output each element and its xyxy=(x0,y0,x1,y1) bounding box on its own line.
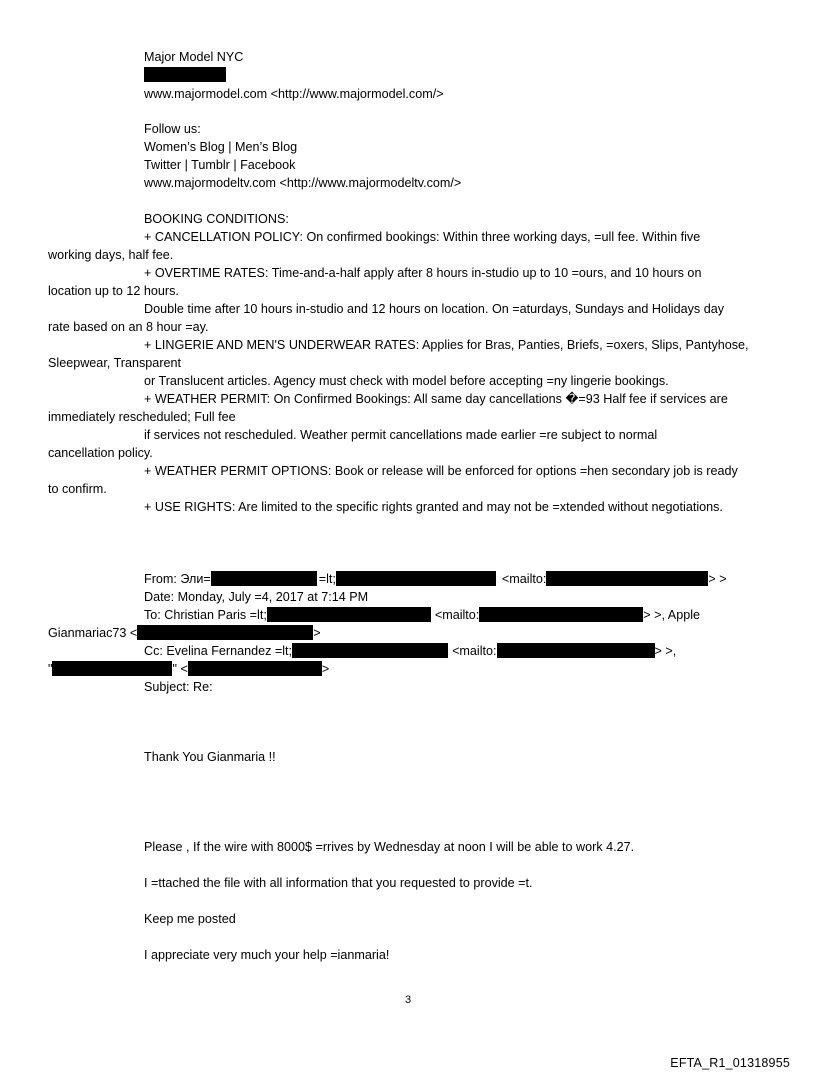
cancellation-policy-line: + CANCELLATION POLICY: On confirmed bookings: Within three working days, =ull fee. Within five xyxy=(144,230,701,244)
body-thanks: Thank You Gianmaria !! xyxy=(144,750,276,764)
to-label: To: Christian Paris =lt; xyxy=(144,608,267,622)
from-mailto: <mailto: xyxy=(501,572,547,586)
cc-line xyxy=(48,642,816,660)
from-lt: =lt; xyxy=(318,572,336,586)
redaction-bar xyxy=(267,607,431,622)
body-wire: Please , If the wire with 8000$ =rrives by Wednesday at noon I will be able to work 4.27. xyxy=(144,840,635,854)
from-close: > > xyxy=(708,572,727,586)
cancellation-policy-cont: working days, half fee. xyxy=(48,248,174,262)
cc-cont-gt: > xyxy=(321,662,330,676)
weather-permit-cont: immediately rescheduled; Full fee xyxy=(48,410,236,424)
tv-website: www.majormodeltv.com <http://www.majormodeltv.com/> xyxy=(144,176,462,190)
cc-line-cont xyxy=(48,660,788,678)
overtime-rates-line: + OVERTIME RATES: Time-and-a-half apply after 8 hours in-studio up to 10 =ours, and 10 hours on xyxy=(144,266,702,280)
to-mailto: <mailto: xyxy=(434,608,480,622)
page-number: 3 xyxy=(404,994,412,1006)
blog-links: Women’s Blog | Men’s Blog xyxy=(144,140,298,154)
redaction-bar xyxy=(479,607,643,622)
redacted-line xyxy=(48,66,816,84)
weather-permit-line: + WEATHER PERMIT: On Confirmed Bookings: All same day cancellations �=93 Half fee if services are xyxy=(144,392,728,406)
from-line xyxy=(48,570,816,588)
redaction-bar xyxy=(52,661,172,676)
subject-line: Subject: Re: xyxy=(144,680,213,694)
booking-heading: BOOKING CONDITIONS: xyxy=(144,212,289,226)
lingerie-rates-line-2: or Translucent articles. Agency must check with model before accepting =ny lingerie bookings. xyxy=(144,374,669,388)
redaction-bar xyxy=(144,67,226,82)
to-line-cont xyxy=(48,624,788,642)
to-tail: > >, Apple xyxy=(643,608,701,622)
social-links: Twitter | Tumblr | Facebook xyxy=(144,158,296,172)
cc-cont-mid: " < xyxy=(172,662,188,676)
weather-permit-cont-2: cancellation policy. xyxy=(48,446,153,460)
weather-options-cont: to confirm. xyxy=(48,482,107,496)
overtime-double-cont: rate based on an 8 hour =ay. xyxy=(48,320,209,334)
redaction-bar xyxy=(497,643,655,658)
redaction-bar xyxy=(546,571,708,586)
from-label: From: Эли= xyxy=(144,572,211,586)
body-posted: Keep me posted xyxy=(144,912,236,926)
overtime-rates-cont: location up to 12 hours. xyxy=(48,284,179,298)
cc-mailto: <mailto: xyxy=(452,644,497,658)
redaction-bar xyxy=(336,571,496,586)
lingerie-rates-line: + LINGERIE AND MEN'S UNDERWEAR RATES: Applies for Bras, Panties, Briefs, =oxers, Slips, Pantyhose, xyxy=(144,338,749,352)
redaction-bar xyxy=(292,643,448,658)
company-website: www.majormodel.com <http://www.majormodel.com/> xyxy=(144,87,444,101)
to-line xyxy=(48,606,816,624)
cc-tail: > >, xyxy=(654,644,677,658)
to-cont-label: Gianmariac73 < xyxy=(48,626,138,640)
redaction-bar xyxy=(137,625,313,640)
lingerie-rates-cont: Sleepwear, Transparent xyxy=(48,356,182,370)
body-appreciate: I appreciate very much your help =ianmaria! xyxy=(144,948,390,962)
to-cont-gt: > xyxy=(313,626,321,640)
overtime-double-line: Double time after 10 hours in-studio and 12 hours on location. On =aturdays, Sundays and Holidays day xyxy=(144,302,725,316)
body-attached: I =ttached the file with all information that you requested to provide =t. xyxy=(144,876,533,890)
follow-us-label: Follow us: xyxy=(144,122,201,136)
bates-number: EFTA_R1_01318955 xyxy=(670,1056,790,1070)
cc-cont-quote: " xyxy=(48,662,53,676)
company-name: Major Model NYC xyxy=(144,50,244,64)
redaction-bar xyxy=(188,661,322,676)
use-rights-line: + USE RIGHTS: Are limited to the specific rights granted and may not be =xtended without negotiations. xyxy=(144,500,723,514)
weather-options-line: + WEATHER PERMIT OPTIONS: Book or release will be enforced for options =hen secondary job is ready xyxy=(144,464,738,478)
weather-permit-line-2: if services not rescheduled. Weather permit cancellations made earlier =re subject to normal xyxy=(144,428,658,442)
cc-label: Cc: Evelina Fernandez =lt; xyxy=(144,644,293,658)
date-line: Date: Monday, July =4, 2017 at 7:14 PM xyxy=(144,590,369,604)
redaction-bar xyxy=(211,571,317,586)
